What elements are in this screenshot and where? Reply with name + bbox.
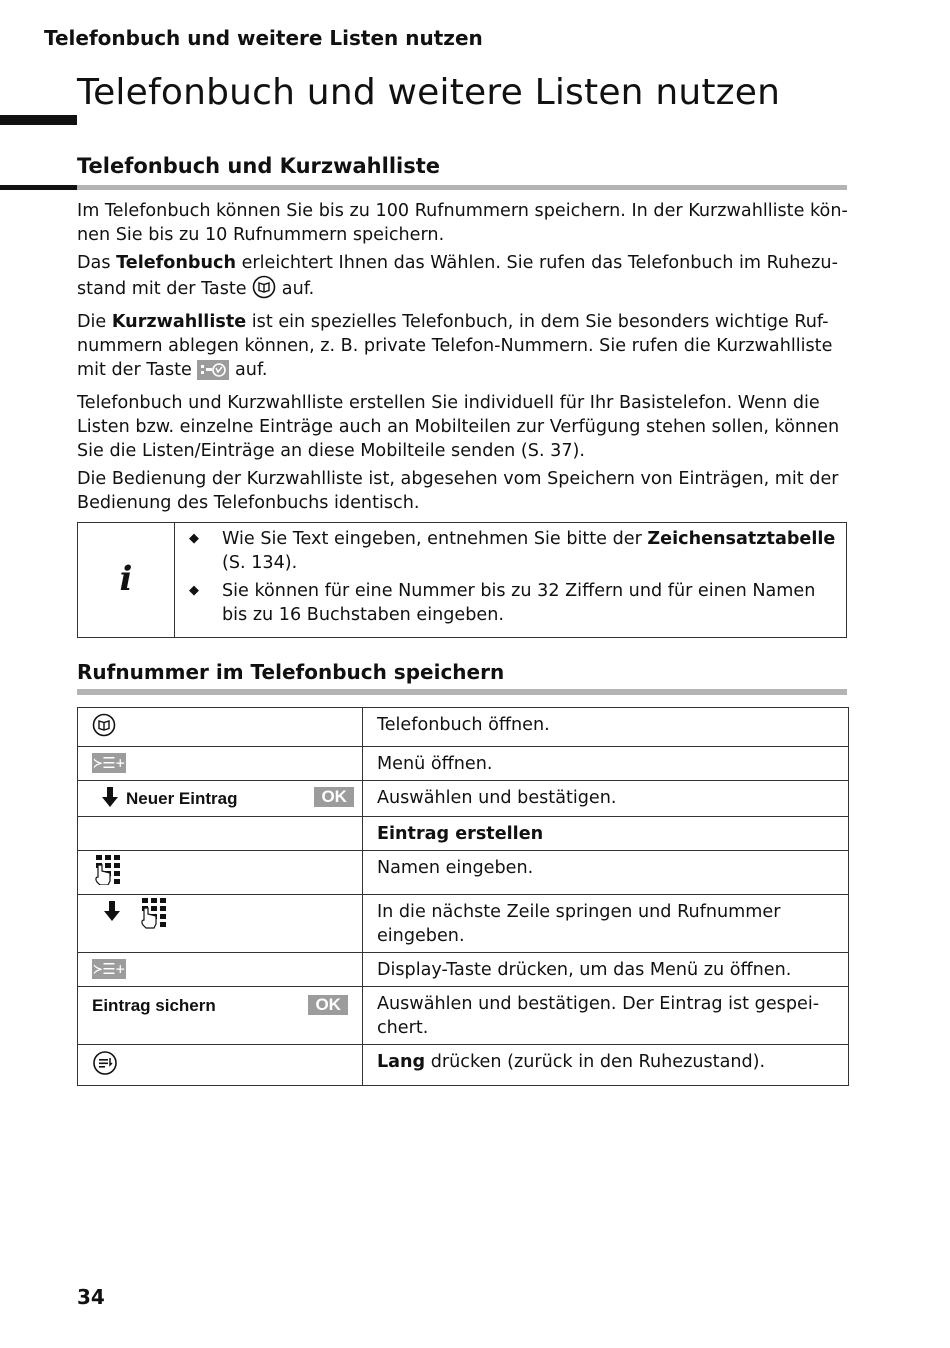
ok-badge: OK: [308, 995, 348, 1015]
end-key-icon: [92, 1050, 118, 1083]
info-icon-cell: [78, 523, 175, 637]
menu-key-icon: ≻☰+: [93, 959, 125, 978]
step-icon-cell: [78, 1045, 363, 1086]
diamond-bullet-icon: ◆: [189, 583, 199, 598]
step-label-cell: [78, 987, 363, 1045]
info-list: [188, 527, 838, 631]
title-rule: [0, 115, 77, 125]
menu-entry-label: Eintrag sichern: [92, 996, 216, 1015]
section-title-phonebook: Telefonbuch und Kurzwahlliste: [77, 154, 440, 178]
empty-cell: [78, 817, 363, 851]
step-text: Menü öffnen.: [362, 747, 848, 781]
phonebook-key-icon: [252, 275, 276, 306]
section2-rule: [77, 689, 847, 695]
step-heading: Eintrag erstellen: [362, 817, 848, 851]
info-item: ◆ Sie können für eine Nummer bis zu 32 Ziffern und für einen Namen bis zu 16 Buchstaben eingeben.: [189, 581, 816, 625]
paragraph-phonebook: Das Telefonbuch erleichtert Ihnen das Wählen. Sie rufen das Telefonbuch im Ruhezu-stand mit der Taste auf.: [77, 251, 849, 306]
ok-badge: OK: [314, 787, 354, 807]
arrow-down-icon: [104, 901, 120, 928]
table-row: [78, 987, 849, 1045]
step-icon-cell: [78, 895, 363, 953]
paragraph-intro: Im Telefonbuch können Sie bis zu 100 Rufnummern speichern. In der Kurzwahlliste kön-nen Sie bis zu 10 Rufnummern speichern.: [77, 201, 848, 245]
step-icon-cell: [78, 708, 363, 747]
table-row: [78, 747, 849, 781]
step-text: Lang drücken (zurück in den Ruhezustand).: [362, 1045, 848, 1086]
paragraph-identical: Die Bedienung der Kurzwahlliste ist, abgesehen vom Speichern von Einträgen, mit der Bedienung des Telefonbuchs identisch.: [77, 469, 839, 513]
step-text: Auswählen und bestätigen.: [362, 781, 848, 817]
table-row: [78, 953, 849, 987]
table-row: [78, 1045, 849, 1086]
page-number: 34: [77, 1285, 105, 1309]
menu-entry-label: Neuer Eintrag: [126, 789, 238, 808]
section-rule-gray: [77, 185, 847, 190]
step-text: Auswählen und bestätigen. Der Eintrag ist gespei-chert.: [362, 987, 848, 1045]
phonebook-key-icon: [92, 713, 116, 744]
arrow-down-icon: [102, 787, 118, 814]
step-text: Namen eingeben.: [362, 851, 848, 895]
section-rule-black: [0, 185, 77, 190]
step-label-cell: [78, 781, 363, 817]
section1-body: [77, 199, 849, 519]
step-icon-cell: [78, 953, 363, 987]
table-row: [78, 708, 849, 747]
diamond-bullet-icon: ◆: [189, 531, 199, 546]
step-text: Display-Taste drücken, um das Menü zu öffnen.: [362, 953, 848, 987]
step-text: Telefonbuch öffnen.: [362, 708, 848, 747]
steps-table: [77, 707, 849, 1086]
step-icon-cell: [78, 747, 363, 781]
table-row: [78, 851, 849, 895]
info-item: ◆ Wie Sie Text eingeben, entnehmen Sie bitte der Zeichensatztabelle (S. 134).: [189, 529, 836, 573]
page-title: Telefonbuch und weitere Listen nutzen: [77, 72, 781, 113]
step-icon-cell: [78, 851, 363, 895]
menu-key-icon: ≻☰+: [93, 753, 125, 772]
step-text: In die nächste Zeile springen und Rufnummer eingeben.: [362, 895, 848, 953]
table-row: [78, 781, 849, 817]
running-head: Telefonbuch und weitere Listen nutzen: [44, 26, 483, 50]
info-box: [77, 522, 847, 638]
section-title-save-number: Rufnummer im Telefonbuch speichern: [77, 660, 505, 684]
keypad-icon: [140, 898, 172, 939]
keypad-icon: [94, 855, 126, 892]
table-row: [78, 895, 849, 953]
table-row: [78, 817, 849, 851]
paragraph-speed-dial: Die Kurzwahlliste ist ein spezielles Telefonbuch, in dem Sie besonders wichtige Ruf-nummern ablegen können, z. B. private Telefon-Nummern. Sie rufen die Kurzwahlliste mit der Taste auf.: [77, 310, 849, 387]
info-icon: i: [119, 559, 133, 599]
speed-dial-key-icon: [197, 360, 229, 387]
paragraph-individual: Telefonbuch und Kurzwahlliste erstellen Sie individuell für Ihr Basistelefon. Wenn die Listen bzw. einzelne Einträge auch an Mobilteilen zur Verfügung stehen sollen, können Sie die Listen/Einträge an diese Mobilteile senden (S. 37).: [77, 393, 840, 461]
